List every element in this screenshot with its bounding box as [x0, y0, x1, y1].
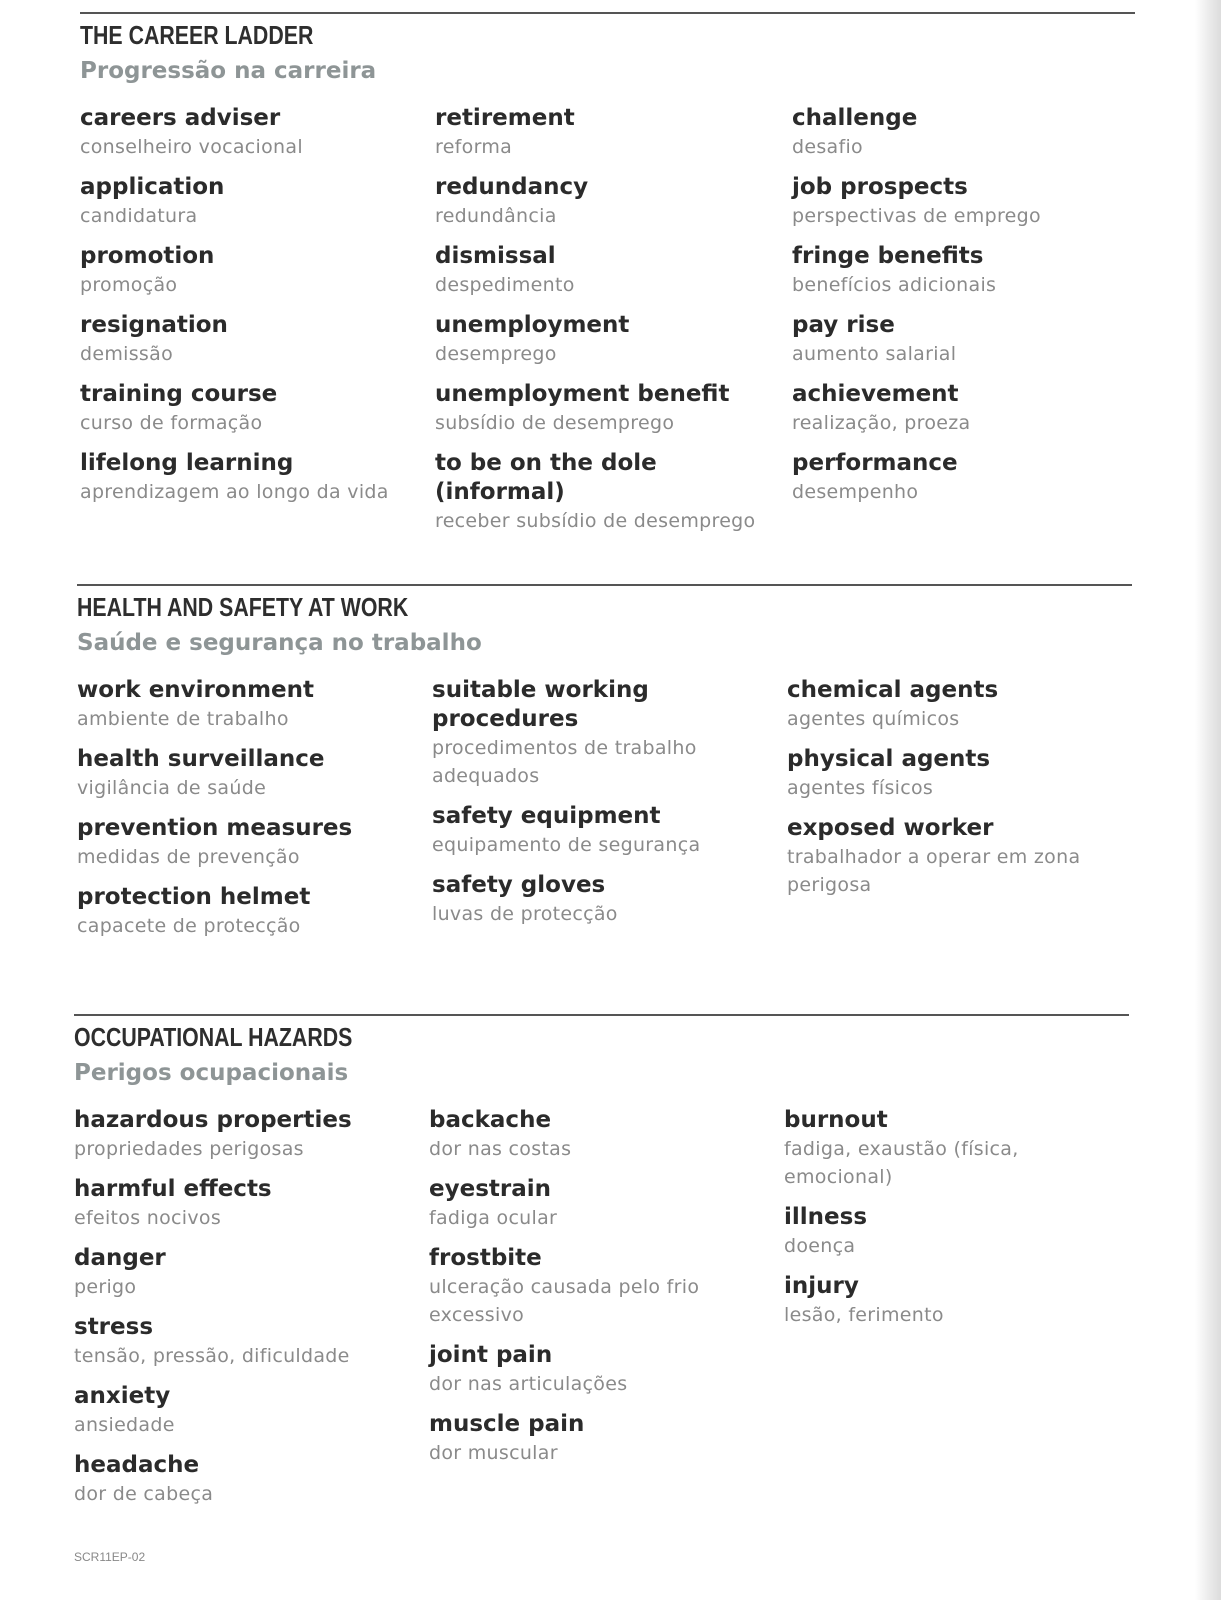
- vocab-entry: [80, 104, 420, 161]
- vocab-term: joint pain: [429, 1342, 553, 1368]
- vocab-entry: [792, 173, 1132, 230]
- vocab-term: headache: [74, 1452, 200, 1478]
- vocab-entry: [80, 380, 420, 437]
- vocab-term: promotion: [80, 243, 215, 269]
- vocab-entry: [80, 242, 420, 299]
- vocab-column: [74, 1106, 414, 1520]
- vocab-translation: perspectivas de emprego: [792, 205, 1041, 227]
- vocab-entry: [435, 173, 775, 230]
- vocab-term: application: [80, 174, 225, 200]
- vocab-term: eyestrain: [429, 1176, 551, 1202]
- vocab-term: prevention measures: [77, 815, 353, 841]
- page-edge-shadow: [1195, 0, 1221, 1600]
- vocab-term: job prospects: [792, 174, 968, 200]
- vocab-column: [435, 104, 775, 547]
- vocab-entry: [429, 1106, 769, 1163]
- vocab-entry: [792, 380, 1132, 437]
- section-title: HEALTH AND SAFETY AT WORK: [77, 592, 409, 622]
- vocab-translation: realização, proeza: [792, 412, 971, 434]
- vocab-entry: [74, 1313, 414, 1370]
- vocab-translation: aprendizagem ao longo da vida: [80, 481, 389, 503]
- vocab-translation: desemprego: [435, 343, 557, 365]
- vocab-term: unemployment: [435, 312, 630, 338]
- vocab-entry: [77, 745, 417, 802]
- section-occupational-hazards: [74, 1014, 1129, 1505]
- vocab-entry: [80, 449, 420, 506]
- vocab-translation: agentes físicos: [787, 777, 934, 799]
- vocab-column: [787, 676, 1127, 911]
- vocab-term: harmful effects: [74, 1176, 272, 1202]
- page-code: SCR11EP-02: [74, 1550, 146, 1564]
- vocab-term: physical agents: [787, 746, 991, 772]
- vocab-translation: dor muscular: [429, 1442, 558, 1464]
- vocab-translation: curso de formação: [80, 412, 263, 434]
- vocab-column: [77, 676, 417, 952]
- vocab-translation: fadiga ocular: [429, 1207, 558, 1229]
- vocab-translation: conselheiro vocacional: [80, 136, 303, 158]
- vocab-term: dismissal: [435, 243, 556, 269]
- vocab-translation: despedimento: [435, 274, 575, 296]
- vocab-entry: [435, 104, 775, 161]
- vocab-translation: medidas de prevenção: [77, 846, 300, 868]
- section-subtitle: Perigos ocupacionais: [74, 1060, 349, 1086]
- vocab-translation: luvas de protecção: [432, 903, 618, 925]
- vocab-translation: capacete de protecção: [77, 915, 301, 937]
- vocab-term: training course: [80, 381, 278, 407]
- vocab-column: [80, 104, 420, 518]
- vocab-term: protection helmet: [77, 884, 311, 910]
- vocab-entry: [784, 1106, 1124, 1191]
- vocab-term: unemployment benefit: [435, 381, 730, 407]
- vocab-column: [792, 104, 1132, 518]
- vocab-entry: [787, 814, 1127, 899]
- vocab-term: exposed worker: [787, 815, 994, 841]
- vocab-term: achievement: [792, 381, 959, 407]
- vocab-term: redundancy: [435, 174, 589, 200]
- vocab-entry: [80, 173, 420, 230]
- vocab-column: [784, 1106, 1124, 1341]
- vocab-term: performance: [792, 450, 958, 476]
- vocab-term: illness: [784, 1204, 868, 1230]
- vocab-translation: doença: [784, 1235, 856, 1257]
- section-health-safety: [77, 584, 1132, 937]
- vocab-translation: propriedades perigosas: [74, 1138, 304, 1160]
- vocab-term: frostbite: [429, 1245, 542, 1271]
- vocab-term: backache: [429, 1107, 552, 1133]
- section-career-ladder: [80, 12, 1135, 532]
- vocab-entry: [792, 104, 1132, 161]
- vocab-translation: fadiga, exaustão (física, emocional): [784, 1138, 1019, 1188]
- vocab-entry: [74, 1106, 414, 1163]
- vocab-term: anxiety: [74, 1383, 171, 1409]
- vocab-term: lifelong learning: [80, 450, 294, 476]
- vocab-translation: agentes químicos: [787, 708, 960, 730]
- vocab-translation: perigo: [74, 1276, 137, 1298]
- vocab-entry: [432, 871, 772, 928]
- vocab-translation: trabalhador a operar em zona perigosa: [787, 846, 1081, 896]
- section-subtitle: Saúde e segurança no trabalho: [77, 630, 482, 656]
- vocab-entry: [432, 802, 772, 859]
- vocab-term: muscle pain: [429, 1411, 585, 1437]
- vocab-term: hazardous properties: [74, 1107, 352, 1133]
- vocab-translation: reforma: [435, 136, 513, 158]
- vocab-term: burnout: [784, 1107, 888, 1133]
- vocab-entry: [77, 676, 417, 733]
- vocab-entry: [787, 745, 1127, 802]
- vocab-entry: [432, 676, 772, 790]
- vocab-translation: benefícios adicionais: [792, 274, 997, 296]
- vocab-entry: [784, 1272, 1124, 1329]
- vocab-translation: redundância: [435, 205, 557, 227]
- vocab-term: resignation: [80, 312, 228, 338]
- vocab-translation: ambiente de trabalho: [77, 708, 289, 730]
- vocab-entry: [74, 1382, 414, 1439]
- vocab-term: fringe benefits: [792, 243, 984, 269]
- vocab-entry: [74, 1451, 414, 1508]
- vocab-term: pay rise: [792, 312, 895, 338]
- vocab-term: suitable working procedures: [432, 677, 649, 732]
- vocab-translation: aumento salarial: [792, 343, 957, 365]
- vocab-translation: desafio: [792, 136, 863, 158]
- vocab-translation: efeitos nocivos: [74, 1207, 222, 1229]
- vocab-term: safety equipment: [432, 803, 661, 829]
- vocab-translation: subsídio de desemprego: [435, 412, 675, 434]
- vocab-entry: [792, 242, 1132, 299]
- vocab-term: safety gloves: [432, 872, 606, 898]
- vocab-term: to be on the dole (informal): [435, 450, 657, 505]
- vocab-entry: [792, 311, 1132, 368]
- section-subtitle: Progressão na carreira: [80, 58, 377, 84]
- vocab-term: health surveillance: [77, 746, 325, 772]
- vocab-entry: [435, 380, 775, 437]
- vocab-entry: [784, 1203, 1124, 1260]
- vocab-entry: [77, 814, 417, 871]
- vocab-column: [429, 1106, 769, 1479]
- vocab-entry: [429, 1244, 769, 1329]
- vocab-translation: procedimentos de trabalho adequados: [432, 737, 697, 787]
- vocab-term: stress: [74, 1314, 154, 1340]
- vocab-translation: dor de cabeça: [74, 1483, 214, 1505]
- vocab-translation: vigilância de saúde: [77, 777, 267, 799]
- vocab-translation: lesão, ferimento: [784, 1304, 944, 1326]
- vocab-translation: ulceração causada pelo frio excessivo: [429, 1276, 700, 1326]
- vocab-translation: dor nas articulações: [429, 1373, 628, 1395]
- vocab-entry: [792, 449, 1132, 506]
- vocab-term: challenge: [792, 105, 918, 131]
- vocab-entry: [429, 1341, 769, 1398]
- vocab-entry: [74, 1175, 414, 1232]
- vocab-translation: tensão, pressão, dificuldade: [74, 1345, 350, 1367]
- vocab-translation: dor nas costas: [429, 1138, 572, 1160]
- vocab-entry: [787, 676, 1127, 733]
- vocab-term: danger: [74, 1245, 166, 1271]
- vocab-entry: [429, 1175, 769, 1232]
- vocab-entry: [435, 242, 775, 299]
- vocab-translation: equipamento de segurança: [432, 834, 701, 856]
- vocab-term: retirement: [435, 105, 575, 131]
- vocab-translation: candidatura: [80, 205, 198, 227]
- vocab-entry: [435, 449, 775, 535]
- vocab-column: [432, 676, 772, 940]
- vocab-translation: promoção: [80, 274, 178, 296]
- vocab-entry: [429, 1410, 769, 1467]
- vocab-translation: demissão: [80, 343, 174, 365]
- vocab-entry: [435, 311, 775, 368]
- vocab-entry: [77, 883, 417, 940]
- vocab-translation: ansiedade: [74, 1414, 175, 1436]
- vocab-translation: receber subsídio de desemprego: [435, 510, 756, 532]
- section-title: THE CAREER LADDER: [80, 20, 314, 50]
- section-title: OCCUPATIONAL HAZARDS: [74, 1022, 353, 1052]
- vocab-term: careers adviser: [80, 105, 281, 131]
- vocab-term: work environment: [77, 677, 314, 703]
- vocab-entry: [80, 311, 420, 368]
- vocab-translation: desempenho: [792, 481, 919, 503]
- vocab-term: injury: [784, 1273, 859, 1299]
- vocab-term: chemical agents: [787, 677, 999, 703]
- vocab-entry: [74, 1244, 414, 1301]
